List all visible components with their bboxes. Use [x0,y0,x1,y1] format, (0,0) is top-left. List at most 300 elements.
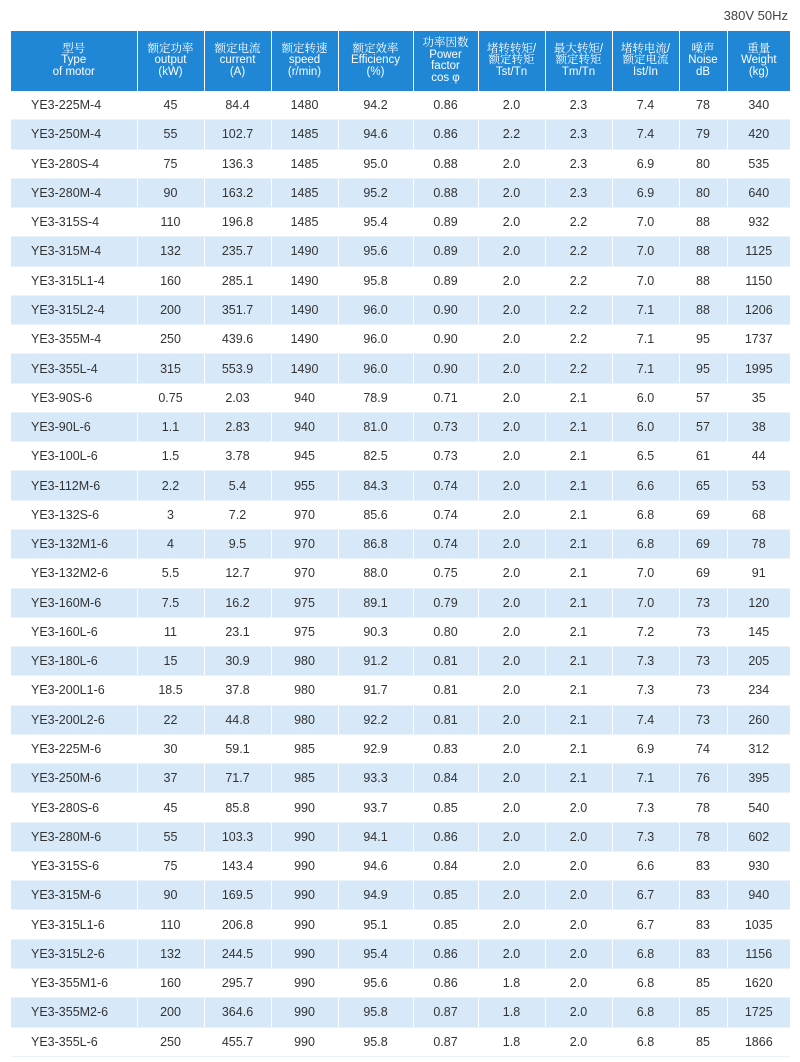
column-header-line: Efficiency [350,54,400,67]
cell-ist: 6.8 [612,968,679,997]
cell-output: 11 [137,617,204,646]
table-row [11,500,790,529]
table-row [11,295,790,324]
cell-efficiency: 94.6 [338,851,413,880]
cell-tm: 2.1 [545,442,612,471]
cell-ist: 7.3 [612,793,679,822]
cell-pf: 0.86 [413,91,478,120]
cell-current: 136.3 [204,149,271,178]
table-row [11,237,790,266]
cell-current: 9.5 [204,529,271,558]
cell-model: YE3-280M-4 [11,178,137,207]
cell-noise: 73 [679,588,727,617]
cell-efficiency: 78.9 [338,383,413,412]
cell-noise: 69 [679,559,727,588]
cell-tm: 2.0 [545,822,612,851]
column-header-line: Noise [688,54,718,67]
cell-current: 439.6 [204,325,271,354]
cell-pf: 0.84 [413,851,478,880]
cell-model: YE3-160M-6 [11,588,137,617]
cell-efficiency: 95.4 [338,208,413,237]
cell-output: 90 [137,178,204,207]
cell-noise: 78 [679,793,727,822]
cell-output: 0.75 [137,383,204,412]
cell-pf: 0.80 [413,617,478,646]
cell-model: YE3-200L2-6 [11,705,137,734]
cell-weight: 1125 [727,237,790,266]
cell-output: 110 [137,208,204,237]
column-header-output [137,31,204,91]
cell-speed: 970 [271,559,338,588]
cell-noise: 85 [679,998,727,1027]
cell-model: YE3-225M-6 [11,734,137,763]
cell-weight: 145 [727,617,790,646]
cell-current: 295.7 [204,968,271,997]
cell-pf: 0.71 [413,383,478,412]
cell-current: 244.5 [204,939,271,968]
cell-ist: 7.0 [612,208,679,237]
cell-tm: 2.1 [545,559,612,588]
cell-speed: 1490 [271,295,338,324]
table-row [11,149,790,178]
cell-weight: 340 [727,91,790,120]
cell-weight: 35 [727,383,790,412]
cell-tst: 2.0 [478,676,545,705]
cell-model: YE3-315M-4 [11,237,137,266]
cell-tm: 2.3 [545,149,612,178]
cell-speed: 975 [271,588,338,617]
cell-tm: 2.2 [545,295,612,324]
table-row [11,266,790,295]
cell-ist: 6.8 [612,939,679,968]
cell-pf: 0.74 [413,471,478,500]
cell-speed: 980 [271,705,338,734]
cell-speed: 990 [271,939,338,968]
cell-model: YE3-315M-6 [11,881,137,910]
cell-efficiency: 94.1 [338,822,413,851]
cell-pf: 0.88 [413,178,478,207]
cell-pf: 0.89 [413,208,478,237]
cell-tm: 2.0 [545,1027,612,1056]
cell-efficiency: 95.0 [338,149,413,178]
cell-efficiency: 93.7 [338,793,413,822]
cell-tm: 2.1 [545,412,612,441]
cell-model: YE3-225M-4 [11,91,137,120]
cell-tm: 2.0 [545,939,612,968]
cell-ist: 7.3 [612,822,679,851]
cell-tst: 2.0 [478,910,545,939]
cell-weight: 932 [727,208,790,237]
column-header-line: 重量 [747,42,771,55]
cell-ist: 7.0 [612,559,679,588]
cell-tm: 2.3 [545,120,612,149]
table-row [11,617,790,646]
cell-tst: 2.0 [478,295,545,324]
cell-model: YE3-355L-6 [11,1027,137,1056]
column-header-line: Type [61,54,87,67]
cell-noise: 78 [679,822,727,851]
cell-efficiency: 81.0 [338,412,413,441]
cell-tst: 1.8 [478,968,545,997]
cell-noise: 88 [679,266,727,295]
table-row [11,939,790,968]
cell-model: YE3-315S-6 [11,851,137,880]
cell-tst: 2.0 [478,471,545,500]
cell-output: 30 [137,734,204,763]
cell-weight: 1156 [727,939,790,968]
cell-current: 12.7 [204,559,271,588]
column-header-ist [612,31,679,91]
cell-efficiency: 91.2 [338,647,413,676]
cell-pf: 0.90 [413,325,478,354]
cell-ist: 7.0 [612,266,679,295]
cell-speed: 1485 [271,120,338,149]
cell-noise: 73 [679,705,727,734]
cell-weight: 1737 [727,325,790,354]
cell-weight: 535 [727,149,790,178]
cell-noise: 83 [679,851,727,880]
cell-efficiency: 82.5 [338,442,413,471]
cell-model: YE3-355M1-6 [11,968,137,997]
cell-speed: 990 [271,998,338,1027]
cell-model: YE3-315L2-6 [11,939,137,968]
cell-speed: 985 [271,764,338,793]
cell-speed: 975 [271,617,338,646]
column-header-line: Weight [740,54,777,67]
cell-model: YE3-280S-4 [11,149,137,178]
cell-output: 5.5 [137,559,204,588]
cell-tst: 2.0 [478,149,545,178]
cell-output: 75 [137,149,204,178]
cell-speed: 990 [271,822,338,851]
cell-ist: 6.0 [612,412,679,441]
cell-noise: 78 [679,91,727,120]
cell-tm: 2.2 [545,325,612,354]
cell-efficiency: 84.3 [338,471,413,500]
cell-current: 206.8 [204,910,271,939]
cell-model: YE3-355M-4 [11,325,137,354]
cell-efficiency: 95.4 [338,939,413,968]
cell-pf: 0.86 [413,120,478,149]
cell-ist: 6.9 [612,734,679,763]
table-row [11,705,790,734]
column-header-line: output [154,54,187,67]
table-row [11,1027,790,1056]
cell-current: 196.8 [204,208,271,237]
cell-noise: 57 [679,383,727,412]
cell-pf: 0.85 [413,793,478,822]
column-header-tst [478,31,545,91]
cell-tst: 2.0 [478,764,545,793]
cell-output: 160 [137,968,204,997]
table-row [11,998,790,1027]
cell-pf: 0.85 [413,881,478,910]
cell-noise: 73 [679,617,727,646]
cell-ist: 6.8 [612,500,679,529]
cell-pf: 0.81 [413,705,478,734]
cell-tm: 2.1 [545,734,612,763]
cell-weight: 44 [727,442,790,471]
cell-speed: 940 [271,412,338,441]
table-row [11,910,790,939]
table-row [11,851,790,880]
table-row [11,120,790,149]
cell-weight: 1995 [727,354,790,383]
cell-tst: 2.0 [478,208,545,237]
cell-pf: 0.88 [413,149,478,178]
cell-tm: 2.2 [545,237,612,266]
cell-ist: 6.8 [612,1027,679,1056]
cell-efficiency: 92.2 [338,705,413,734]
table-body [11,91,790,1056]
cell-model: YE3-90L-6 [11,412,137,441]
cell-speed: 1480 [271,91,338,120]
column-header-line: Ist/In [633,65,658,78]
cell-current: 143.4 [204,851,271,880]
cell-speed: 990 [271,793,338,822]
cell-weight: 395 [727,764,790,793]
cell-weight: 1725 [727,998,790,1027]
cell-efficiency: 85.6 [338,500,413,529]
column-header-line: 额定功率 [147,42,194,55]
cell-output: 160 [137,266,204,295]
cell-tm: 2.0 [545,910,612,939]
cell-current: 16.2 [204,588,271,617]
cell-efficiency: 86.8 [338,529,413,558]
cell-weight: 940 [727,881,790,910]
cell-tm: 2.1 [545,676,612,705]
motor-spec-table [11,31,790,1057]
cell-efficiency: 95.2 [338,178,413,207]
column-header-line: Tst/Tn [495,65,528,78]
table-row [11,734,790,763]
column-header-line: (A) [229,65,246,78]
cell-pf: 0.89 [413,237,478,266]
cell-current: 85.8 [204,793,271,822]
cell-ist: 6.8 [612,998,679,1027]
cell-tst: 2.0 [478,588,545,617]
cell-pf: 0.81 [413,676,478,705]
cell-tst: 2.0 [478,178,545,207]
cell-tst: 2.0 [478,442,545,471]
cell-tst: 2.0 [478,822,545,851]
cell-tst: 2.0 [478,325,545,354]
cell-efficiency: 88.0 [338,559,413,588]
cell-tm: 2.1 [545,705,612,734]
cell-output: 18.5 [137,676,204,705]
cell-weight: 602 [727,822,790,851]
cell-weight: 91 [727,559,790,588]
cell-tm: 2.0 [545,968,612,997]
cell-output: 4 [137,529,204,558]
cell-noise: 83 [679,881,727,910]
cell-tm: 2.2 [545,354,612,383]
column-header-line: 额定电流 [622,54,669,67]
cell-tm: 2.1 [545,647,612,676]
cell-pf: 0.85 [413,910,478,939]
cell-pf: 0.83 [413,734,478,763]
table-row [11,208,790,237]
cell-model: YE3-160L-6 [11,617,137,646]
cell-output: 132 [137,939,204,968]
table-row [11,968,790,997]
column-header-efficiency [338,31,413,91]
cell-current: 59.1 [204,734,271,763]
column-header-line: (r/min) [287,65,322,78]
cell-tm: 2.2 [545,266,612,295]
column-header-line: 堵转转矩/ [486,42,537,55]
cell-pf: 0.90 [413,354,478,383]
cell-noise: 83 [679,910,727,939]
cell-current: 3.78 [204,442,271,471]
cell-tst: 2.0 [478,939,545,968]
cell-speed: 990 [271,851,338,880]
cell-pf: 0.74 [413,529,478,558]
cell-output: 132 [137,237,204,266]
cell-model: YE3-315L2-4 [11,295,137,324]
table-row [11,588,790,617]
cell-ist: 7.4 [612,91,679,120]
cell-model: YE3-355L-4 [11,354,137,383]
column-header-line: 额定转矩 [555,54,602,67]
column-header-line: 型号 [62,42,86,55]
cell-tst: 2.0 [478,412,545,441]
cell-speed: 1490 [271,325,338,354]
cell-tst: 2.0 [478,237,545,266]
cell-noise: 57 [679,412,727,441]
cell-tst: 2.0 [478,559,545,588]
cell-noise: 85 [679,1027,727,1056]
cell-output: 45 [137,793,204,822]
cell-ist: 7.3 [612,647,679,676]
cell-current: 364.6 [204,998,271,1027]
cell-pf: 0.73 [413,412,478,441]
table-row [11,178,790,207]
column-header-line: Tm/Tn [561,65,596,78]
cell-speed: 945 [271,442,338,471]
cell-efficiency: 95.8 [338,1027,413,1056]
cell-ist: 7.1 [612,295,679,324]
cell-current: 103.3 [204,822,271,851]
cell-pf: 0.84 [413,764,478,793]
cell-output: 250 [137,325,204,354]
cell-speed: 990 [271,910,338,939]
cell-tm: 2.1 [545,500,612,529]
cell-efficiency: 95.1 [338,910,413,939]
cell-ist: 6.0 [612,383,679,412]
cell-weight: 68 [727,500,790,529]
cell-output: 45 [137,91,204,120]
cell-model: YE3-200L1-6 [11,676,137,705]
table-row [11,412,790,441]
column-header-line: 功率因数 [422,37,469,49]
column-header-line: 堵转电流/ [620,42,671,55]
cell-current: 235.7 [204,237,271,266]
cell-efficiency: 95.8 [338,998,413,1027]
column-header-line: Power [429,48,462,61]
cell-output: 3 [137,500,204,529]
cell-model: YE3-132M2-6 [11,559,137,588]
cell-noise: 76 [679,764,727,793]
cell-current: 37.8 [204,676,271,705]
column-header-model [11,31,137,91]
column-header-line: (%) [366,65,385,78]
cell-tst: 1.8 [478,998,545,1027]
cell-speed: 1485 [271,178,338,207]
cell-efficiency: 89.1 [338,588,413,617]
cell-pf: 0.89 [413,266,478,295]
cell-tst: 2.2 [478,120,545,149]
cell-pf: 0.79 [413,588,478,617]
cell-weight: 312 [727,734,790,763]
cell-noise: 61 [679,442,727,471]
column-header-line: 额定转矩 [488,54,535,67]
cell-tm: 2.3 [545,178,612,207]
cell-output: 22 [137,705,204,734]
cell-weight: 1206 [727,295,790,324]
cell-noise: 69 [679,500,727,529]
cell-tm: 2.0 [545,881,612,910]
cell-efficiency: 96.0 [338,325,413,354]
column-header-noise [679,31,727,91]
cell-ist: 7.3 [612,676,679,705]
cell-weight: 1620 [727,968,790,997]
cell-tm: 2.1 [545,588,612,617]
cell-ist: 7.2 [612,617,679,646]
column-header-current [204,31,271,91]
cell-output: 55 [137,822,204,851]
cell-speed: 1485 [271,208,338,237]
cell-tst: 2.0 [478,91,545,120]
cell-pf: 0.87 [413,998,478,1027]
cell-tst: 2.0 [478,383,545,412]
column-header-line: 额定电流 [214,42,261,55]
cell-tst: 2.0 [478,734,545,763]
cell-weight: 38 [727,412,790,441]
cell-output: 55 [137,120,204,149]
column-header-line: (kg) [748,65,769,78]
column-header-line: 噪声 [691,42,715,55]
cell-tm: 2.1 [545,764,612,793]
cell-efficiency: 90.3 [338,617,413,646]
cell-weight: 120 [727,588,790,617]
cell-model: YE3-180L-6 [11,647,137,676]
cell-tm: 2.3 [545,91,612,120]
cell-output: 110 [137,910,204,939]
cell-model: YE3-355M2-6 [11,998,137,1027]
table-row [11,383,790,412]
column-header-line: 额定效率 [352,42,399,55]
cell-efficiency: 96.0 [338,295,413,324]
cell-tm: 2.1 [545,529,612,558]
cell-output: 1.1 [137,412,204,441]
column-header-line: 最大转矩/ [553,42,604,55]
cell-noise: 69 [679,529,727,558]
cell-ist: 6.9 [612,178,679,207]
cell-noise: 88 [679,208,727,237]
cell-weight: 640 [727,178,790,207]
cell-noise: 79 [679,120,727,149]
cell-speed: 970 [271,500,338,529]
cell-current: 351.7 [204,295,271,324]
cell-noise: 95 [679,325,727,354]
cell-pf: 0.86 [413,822,478,851]
cell-ist: 7.0 [612,237,679,266]
cell-model: YE3-132S-6 [11,500,137,529]
cell-speed: 1485 [271,149,338,178]
cell-weight: 930 [727,851,790,880]
cell-ist: 7.0 [612,588,679,617]
